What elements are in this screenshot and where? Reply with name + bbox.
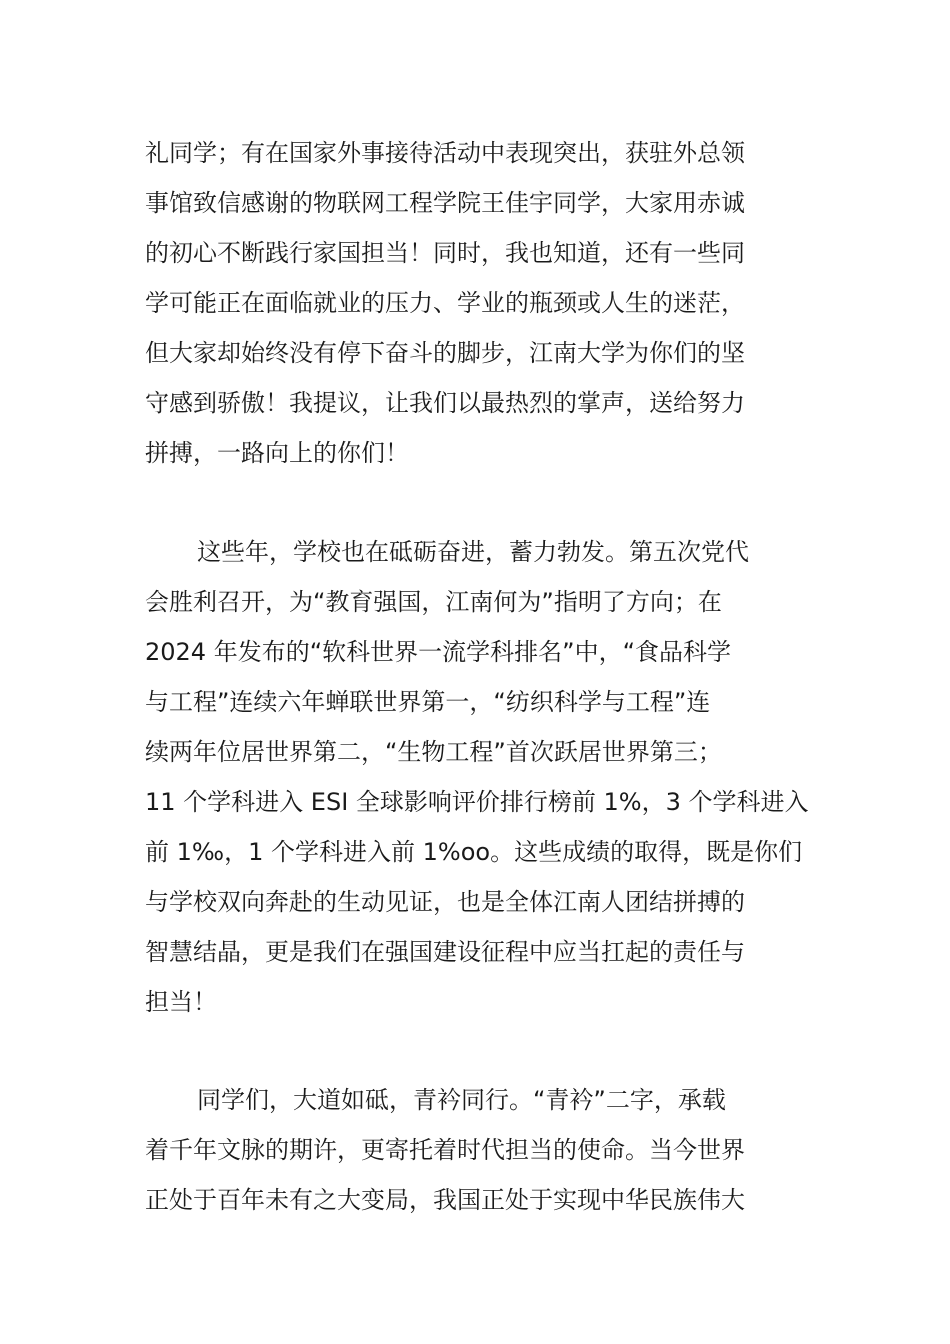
text-line: 与学校双向奔赴的生动见证，也是全体江南人团结拼搏的 — [145, 888, 745, 916]
text-line: 11 个学科进入 ESI 全球影响评价排行榜前 1%，3 个学科进入 — [145, 788, 809, 816]
text-line: 同学们，大道如砥，青衿同行。“青衿”二字，承载 — [197, 1086, 726, 1114]
text-line: 智慧结晶，更是我们在强国建设征程中应当扛起的责任与 — [145, 938, 745, 966]
text-line: 续两年位居世界第二，“生物工程”首次跃居世界第三； — [145, 738, 722, 766]
text-line: 但大家却始终没有停下奋斗的脚步，江南大学为你们的坚 — [145, 339, 745, 367]
text-line: 学可能正在面临就业的压力、学业的瓶颈或人生的迷茫， — [145, 289, 745, 317]
text-line: 担当！ — [145, 988, 217, 1016]
text-line: 前 1‰，1 个学科进入前 1%oo。这些成绩的取得，既是你们 — [145, 838, 803, 866]
text-line: 守感到骄傲！我提议，让我们以最热烈的掌声，送给努力 — [145, 389, 745, 417]
text-line: 正处于百年未有之大变局，我国正处于实现中华民族伟大 — [145, 1186, 745, 1214]
text-line: 会胜利召开，为“教育强国，江南何为”指明了方向；在 — [145, 588, 722, 616]
text-line: 着千年文脉的期许，更寄托着时代担当的使命。当今世界 — [145, 1136, 745, 1164]
text-line: 拼搏，一路向上的你们！ — [145, 439, 409, 467]
paragraph-2 — [145, 527, 810, 1027]
text-line: 2024 年发布的“软科世界一流学科排名”中，“食品科学 — [145, 638, 732, 666]
text-line: 的初心不断践行家国担当！同时，我也知道，还有一些同 — [145, 239, 745, 267]
paragraph-3 — [145, 1075, 810, 1225]
paragraph-1 — [145, 128, 810, 478]
text-line: 礼同学；有在国家外事接待活动中表现突出，获驻外总领 — [145, 139, 745, 167]
text-line: 与工程”连续六年蝉联世界第一，“纺织科学与工程”连 — [145, 688, 711, 716]
text-line: 这些年，学校也在砥砺奋进，蓄力勃发。第五次党代 — [197, 538, 749, 566]
text-line: 事馆致信感谢的物联网工程学院王佳宇同学，大家用赤诚 — [145, 189, 745, 217]
